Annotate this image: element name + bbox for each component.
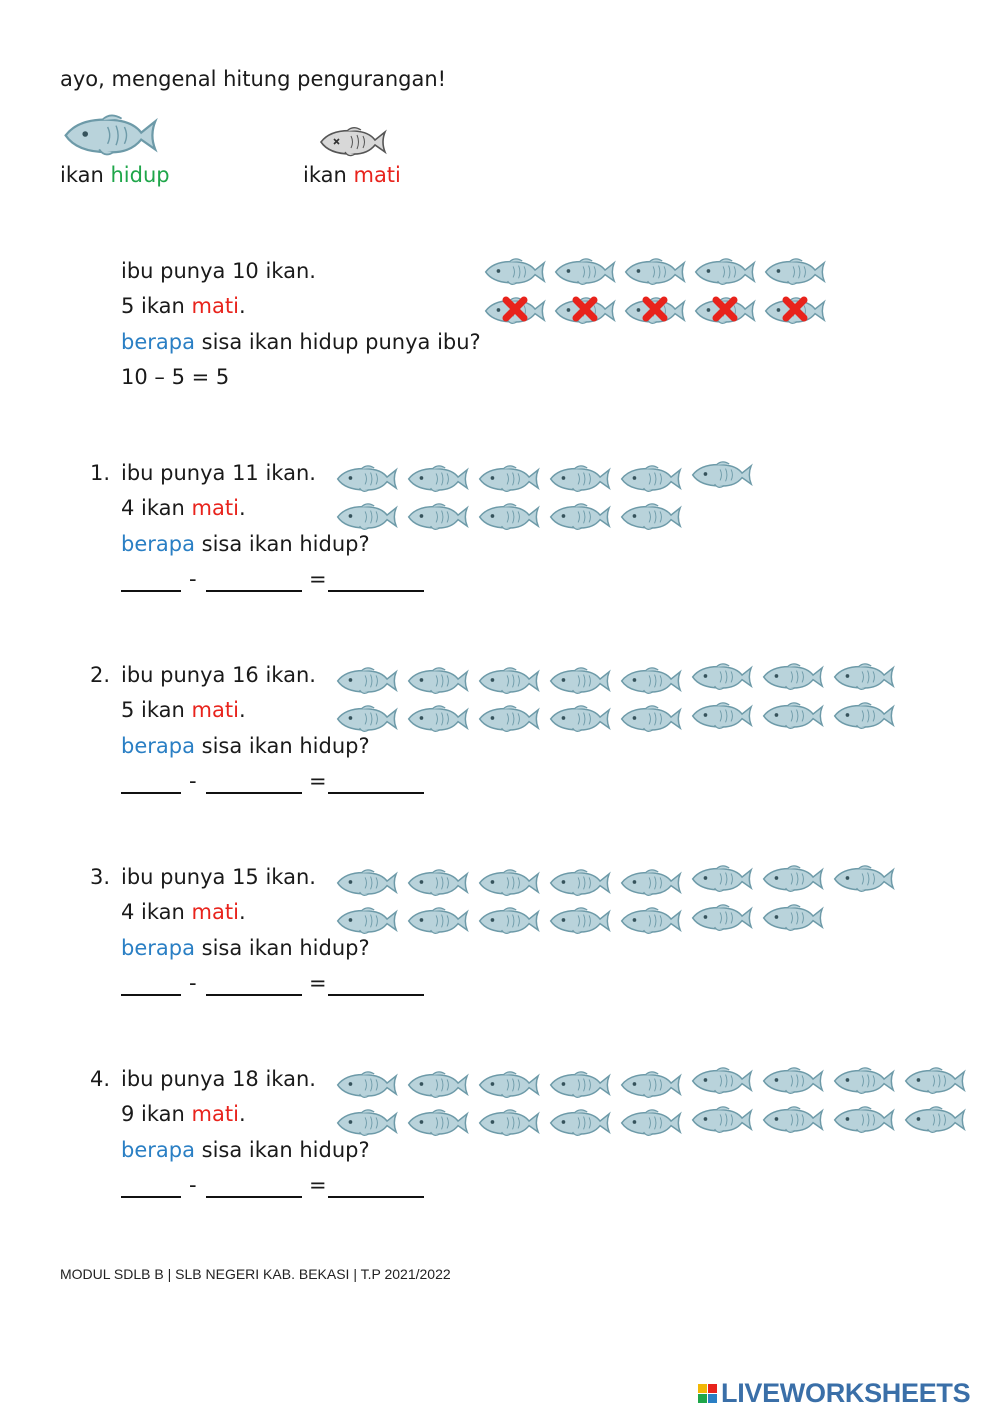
page-title: ayo, mengenal hitung pengurangan! (60, 67, 447, 91)
fish-icon (476, 1106, 540, 1142)
fish-icon (760, 1064, 824, 1100)
fish-icon (618, 866, 682, 902)
dead-fish-icon (304, 124, 400, 162)
equals-sign: = (309, 971, 327, 995)
fish-icon (760, 1103, 824, 1139)
minus-sign: - (189, 971, 197, 995)
liveworksheets-logo (698, 1378, 970, 1409)
equals-sign: = (309, 1173, 327, 1197)
exercise-line-2: 5 ikan mati. (121, 698, 246, 722)
fish-icon (689, 901, 753, 937)
equals-sign: = (309, 567, 327, 591)
fish-icon (622, 255, 686, 291)
fish-icon (831, 1064, 895, 1100)
fish-icon (334, 462, 398, 498)
exercise-line-1: ibu punya 15 ikan. (121, 865, 316, 889)
alive-fish-icon (60, 108, 158, 164)
fish-icon (476, 500, 540, 536)
answer-blank-second[interactable] (206, 590, 302, 592)
fish-icon (689, 699, 753, 735)
fish-icon (476, 462, 540, 498)
fish-icon (831, 699, 895, 735)
fish-icon (547, 1106, 611, 1142)
exercise-line-1: ibu punya 16 ikan. (121, 663, 316, 687)
cross-mark-icon (502, 296, 528, 326)
exercise-line-3: berapa sisa ikan hidup? (121, 532, 370, 556)
fish-icon (689, 1064, 753, 1100)
fish-icon (405, 664, 469, 700)
exercise-number: 3. (90, 865, 111, 889)
fish-icon (334, 500, 398, 536)
answer-blank-first[interactable] (121, 792, 181, 794)
fish-icon (547, 1068, 611, 1104)
fish-icon (405, 866, 469, 902)
logo-text: LIVEWORKSHEETS (721, 1378, 971, 1408)
answer-blank-result[interactable] (328, 590, 424, 592)
fish-icon (334, 664, 398, 700)
fish-icon (334, 702, 398, 738)
cross-mark-icon (782, 296, 808, 326)
fish-icon (689, 1103, 753, 1139)
answer-blank-first[interactable] (121, 994, 181, 996)
fish-icon (618, 1068, 682, 1104)
legend-alive-label: ikan hidup (60, 163, 170, 187)
legend-dead-label: ikan mati (303, 163, 401, 187)
answer-blank-first[interactable] (121, 590, 181, 592)
fish-icon (618, 500, 682, 536)
fish-icon (902, 1103, 966, 1139)
fish-icon (476, 1068, 540, 1104)
fish-icon (334, 904, 398, 940)
fish-icon (405, 1106, 469, 1142)
fish-icon (547, 664, 611, 700)
example-line-1: ibu punya 10 ikan. (121, 259, 316, 283)
fish-icon (618, 1106, 682, 1142)
fish-icon (689, 660, 753, 696)
answer-blank-second[interactable] (206, 792, 302, 794)
example-line-3: berapa sisa ikan hidup punya ibu? (121, 330, 481, 354)
fish-icon (831, 660, 895, 696)
cross-mark-icon (642, 296, 668, 326)
fish-icon (547, 702, 611, 738)
legend-dead-word: mati (353, 163, 401, 187)
fish-icon (760, 862, 824, 898)
legend-alive-word: hidup (110, 163, 170, 187)
answer-blank-result[interactable] (328, 792, 424, 794)
example-line-2: 5 ikan mati. (121, 294, 246, 318)
fish-icon (405, 702, 469, 738)
fish-icon (405, 462, 469, 498)
answer-blank-result[interactable] (328, 994, 424, 996)
exercise-line-3: berapa sisa ikan hidup? (121, 1138, 370, 1162)
fish-icon (689, 458, 753, 494)
fish-icon (405, 904, 469, 940)
answer-blank-second[interactable] (206, 1196, 302, 1198)
minus-sign: - (189, 769, 197, 793)
fish-icon (902, 1064, 966, 1100)
answer-blank-result[interactable] (328, 1196, 424, 1198)
fish-icon (760, 901, 824, 937)
minus-sign: - (189, 1173, 197, 1197)
example-answer: 10 – 5 = 5 (121, 365, 230, 389)
fish-icon (618, 462, 682, 498)
fish-icon (476, 904, 540, 940)
answer-blank-second[interactable] (206, 994, 302, 996)
cross-mark-icon (572, 296, 598, 326)
exercise-line-1: ibu punya 11 ikan. (121, 461, 316, 485)
fish-icon (547, 866, 611, 902)
fish-icon (692, 255, 756, 291)
fish-icon (760, 699, 824, 735)
fish-icon (831, 1103, 895, 1139)
fish-icon (334, 1106, 398, 1142)
fish-icon (762, 255, 826, 291)
fish-icon (405, 500, 469, 536)
fish-icon (547, 500, 611, 536)
fish-icon (476, 664, 540, 700)
fish-icon (831, 862, 895, 898)
answer-blank-first[interactable] (121, 1196, 181, 1198)
logo-mark-icon (698, 1384, 717, 1403)
fish-icon (334, 866, 398, 902)
footer-text: MODUL SDLB B | SLB NEGERI KAB. BEKASI | T.P 2021/2022 (60, 1266, 451, 1282)
fish-icon (618, 664, 682, 700)
fish-icon (334, 1068, 398, 1104)
fish-icon (405, 1068, 469, 1104)
exercise-line-2: 4 ikan mati. (121, 496, 246, 520)
fish-icon (618, 904, 682, 940)
exercise-number: 1. (90, 461, 111, 485)
fish-icon (760, 660, 824, 696)
fish-icon (618, 702, 682, 738)
fish-icon (476, 866, 540, 902)
cross-mark-icon (712, 296, 738, 326)
fish-icon (482, 255, 546, 291)
equals-sign: = (309, 769, 327, 793)
exercise-number: 2. (90, 663, 111, 687)
exercise-line-2: 4 ikan mati. (121, 900, 246, 924)
fish-icon (476, 702, 540, 738)
exercise-line-3: berapa sisa ikan hidup? (121, 734, 370, 758)
exercise-line-1: ibu punya 18 ikan. (121, 1067, 316, 1091)
exercise-number: 4. (90, 1067, 111, 1091)
fish-icon (689, 862, 753, 898)
fish-icon (547, 462, 611, 498)
exercise-line-2: 9 ikan mati. (121, 1102, 246, 1126)
fish-icon (547, 904, 611, 940)
exercise-line-3: berapa sisa ikan hidup? (121, 936, 370, 960)
minus-sign: - (189, 567, 197, 591)
fish-icon (552, 255, 616, 291)
